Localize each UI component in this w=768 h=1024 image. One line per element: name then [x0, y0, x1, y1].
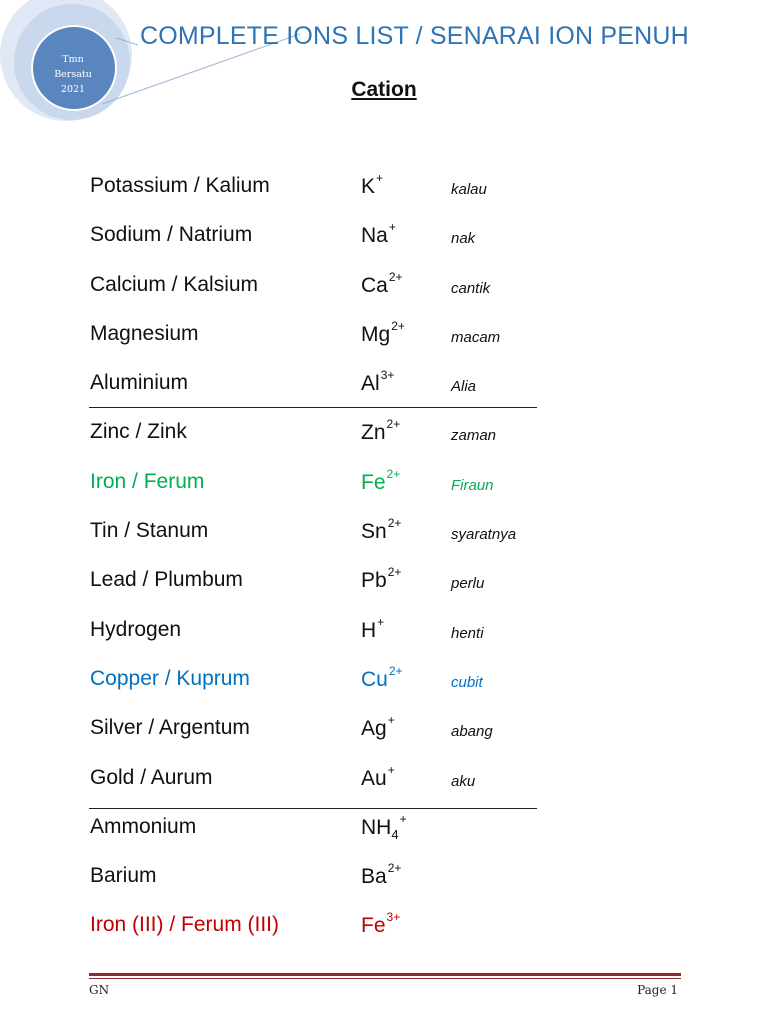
ion-row [90, 558, 540, 607]
footer-rule [89, 973, 681, 976]
ion-charge: + [387, 713, 395, 728]
ion-symbol-base: Al [361, 372, 380, 396]
ion-name: Iron (III) / Ferum (III) [90, 913, 280, 937]
ion-row [90, 164, 540, 213]
ion-charge: + [387, 762, 395, 777]
ion-charge: 2+ [387, 516, 402, 531]
ion-symbol-base: Ca [361, 273, 388, 297]
ion-row [90, 361, 540, 410]
ion-mnemonic: nak [451, 230, 476, 248]
ion-symbol-base: Pb [361, 569, 387, 593]
ion-symbol [361, 220, 396, 248]
ion-symbol-base: K [361, 175, 376, 198]
ion-symbol-base: Mg [361, 322, 391, 346]
ion-mnemonic: perlu [451, 575, 485, 593]
ion-mnemonic: cantik [451, 279, 491, 297]
footer-author: GN [89, 983, 110, 997]
ion-name: Tin / Stanum [90, 519, 209, 543]
ion-charge: 2+ [388, 663, 403, 678]
ion-charge: + [388, 220, 396, 235]
ion-name: Barium [90, 864, 157, 888]
ion-row [90, 312, 540, 361]
ion-name: Iron / Ferum [90, 469, 205, 493]
group-divider [89, 407, 537, 408]
ion-row [90, 263, 540, 312]
ion-row [90, 657, 540, 706]
ion-row [90, 410, 540, 459]
ion-mnemonic: zaman [451, 427, 497, 445]
ion-row [90, 854, 540, 903]
ion-name: Hydrogen [90, 617, 182, 641]
ion-mnemonic: cubit [451, 673, 483, 691]
ion-symbol [361, 417, 401, 445]
ion-symbol-base: Ag [361, 717, 387, 741]
ion-row [90, 213, 540, 262]
ion-name: Calcium / Kalsium [90, 272, 259, 296]
ion-charge: 2+ [388, 269, 403, 284]
ion-mnemonic: henti [451, 624, 484, 642]
ion-charge: + [399, 811, 407, 826]
badge-line: 2021 [60, 84, 86, 95]
ion-row [90, 756, 540, 805]
page-number: Page 1 [637, 983, 678, 997]
ion-symbol-base: Zn [361, 421, 386, 445]
ion-symbol [361, 614, 385, 643]
ion-symbol [361, 368, 395, 396]
badge-line: Bersatu [54, 69, 92, 80]
ion-name: Ammonium [90, 814, 197, 838]
ion-symbol [361, 663, 403, 692]
ion-name: Zinc / Zink [90, 420, 187, 444]
group-divider [89, 808, 537, 809]
ion-mnemonic: syaratnya [451, 526, 517, 544]
ion-mnemonic: Firaun [451, 476, 494, 494]
ion-name: Aluminium [90, 371, 189, 395]
ion-mnemonic: abang [451, 723, 493, 741]
ion-mnemonic: kalau [451, 181, 487, 198]
ion-symbol [361, 516, 402, 544]
ion-symbol-base: NH [361, 815, 392, 839]
badge-line: Tmn [62, 54, 84, 65]
ion-symbol [361, 318, 405, 347]
cation-list [90, 164, 540, 953]
ion-symbol-base: Fe [361, 914, 386, 938]
ion-name: Copper / Kuprum [90, 666, 250, 690]
ion-symbol-base: Ba [361, 865, 387, 889]
ion-symbol [361, 811, 407, 843]
ion-name: Potassium / Kalium [90, 174, 270, 197]
ion-symbol-base: Cu [361, 667, 388, 691]
ion-symbol-base: Au [361, 766, 387, 790]
ion-name: Sodium / Natrium [90, 223, 253, 247]
ion-charge: + [376, 171, 384, 185]
ion-mnemonic: aku [451, 772, 476, 790]
ion-charge: + [377, 614, 385, 629]
ion-name: Silver / Argentum [90, 716, 250, 740]
ion-mnemonic: Alia [451, 378, 477, 396]
footer-rule-thin [89, 978, 681, 979]
section-title: Cation [351, 78, 417, 101]
ion-symbol [361, 762, 395, 791]
ion-symbol [361, 861, 402, 889]
ion-charge: 2+ [387, 861, 402, 876]
ion-symbol-base: Na [361, 224, 388, 248]
ion-row [90, 903, 540, 952]
ion-charge: 3+ [380, 368, 395, 383]
ion-row [90, 706, 540, 755]
ion-row [90, 608, 540, 657]
ion-charge: 2+ [386, 417, 401, 432]
ion-name: Lead / Plumbum [90, 568, 243, 592]
ion-mnemonic: macam [451, 328, 501, 346]
ion-charge: 2+ [387, 565, 402, 580]
ion-symbol [361, 565, 402, 593]
ion-symbol [361, 713, 395, 741]
ion-symbol-base: H [361, 618, 377, 642]
ion-symbol-subscript: 4 [391, 827, 399, 843]
ion-symbol [361, 269, 403, 298]
ion-symbol [361, 171, 384, 199]
ion-row [90, 509, 540, 558]
ion-symbol [361, 466, 401, 495]
ion-charge: 3+ [386, 910, 401, 925]
ion-charge: 2+ [386, 466, 401, 481]
ion-row [90, 460, 540, 509]
ion-symbol-base: Sn [361, 520, 387, 544]
ion-name: Gold / Aurum [90, 765, 213, 789]
ion-row [90, 805, 540, 854]
ion-symbol-base: Fe [361, 470, 386, 494]
document-title: COMPLETE IONS LIST / SENARAI ION PENUH [140, 22, 689, 50]
ion-charge: 2+ [391, 318, 405, 333]
ion-name: Magnesium [90, 321, 199, 345]
ion-symbol [361, 910, 401, 938]
